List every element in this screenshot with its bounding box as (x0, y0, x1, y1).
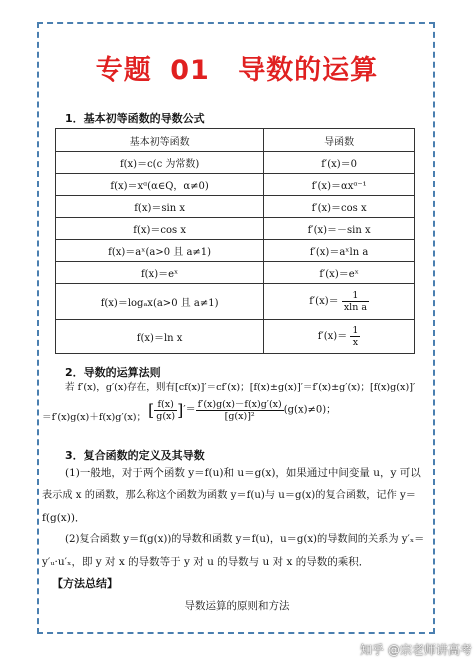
section3-p1-line3: f(g(x))． (42, 512, 86, 524)
derivative-prefix: f′(x)＝ (309, 296, 339, 307)
table-cell: f′(x)＝αxᵅ⁻¹ (264, 174, 415, 196)
fraction-numerator: 1 (342, 290, 369, 302)
title-main: 导数的运算 (238, 55, 379, 86)
table-header-cell: 基本初等函数 (56, 129, 264, 152)
condition-text: (g(x)≠0)； (283, 404, 337, 416)
table-cell: f(x)＝logₐx(a>0 且 a≠1) (56, 284, 264, 320)
table-cell: f′(x)＝－sin x (264, 218, 415, 240)
prime-equals: ′＝ (183, 404, 196, 416)
table-cell: f′(x)＝0 (264, 152, 415, 174)
table-row (56, 196, 415, 218)
fraction-numerator: f′(x)g(x)－f(x)g′(x) (197, 399, 282, 410)
derivative-prefix: f′(x)＝ (317, 331, 348, 342)
zhihu-watermark: 知乎 @宗老师讲高考 (360, 643, 472, 657)
table-row (56, 152, 415, 174)
table-cell: f(x)＝xᵅ(α∈Q，α≠0) (56, 174, 264, 196)
table-cell: f(x)＝aˣ(a>0 且 a≠1) (56, 240, 264, 262)
table-row (56, 262, 415, 284)
section3-heading: 3．复合函数的定义及其导数 (65, 449, 205, 462)
table-header-cell: 导函数 (264, 129, 415, 152)
table-cell (264, 320, 415, 354)
table-cell: f′(x)＝eˣ (264, 262, 415, 284)
fraction (350, 325, 360, 348)
table-row (56, 284, 415, 320)
fraction-denominator: [g(x)]² (224, 411, 255, 422)
section3-p1-line1: (1)一般地，对于两个函数 y＝f(u)和 u＝g(x)，如果通过中间变量 u，y 可以 (65, 467, 421, 479)
page-title (0, 48, 474, 87)
table-cell: f(x)＝eˣ (56, 262, 264, 284)
table-cell: f′(x)＝aˣln a (264, 240, 415, 262)
table-cell: f′(x)＝cos x (264, 196, 415, 218)
fraction-numerator: 1 (352, 325, 359, 336)
section2-heading: 2．导数的运算法则 (65, 366, 161, 379)
derivative-rules-line2a: ＝f′(x)g(x)＋f(x)g′(x)； (42, 412, 147, 423)
table-row (56, 218, 415, 240)
table-cell: f(x)＝ln x (56, 320, 264, 354)
title-prefix: 专题 (95, 55, 152, 86)
table-header-row (56, 129, 415, 152)
quotient-result-fraction (196, 399, 284, 422)
table-row (56, 174, 415, 196)
derivative-formula-table (55, 128, 415, 354)
fraction-numerator: f(x) (154, 399, 177, 411)
fraction-denominator: x (352, 337, 359, 348)
bracket-left: [ (148, 400, 155, 420)
method-summary-subtitle: 导数运算的原则和方法 (184, 600, 290, 612)
bracket-right: ] (177, 400, 184, 420)
fraction (342, 290, 369, 313)
section3-p2-line2: y′ᵤ·u′ₓ，即 y 对 x 的导数等于 y 对 u 的导数与 u 对 x 的导数的乘积． (42, 556, 370, 568)
table-row (56, 240, 415, 262)
table-cell: f(x)＝cos x (56, 218, 264, 240)
quotient-rule-formula (148, 399, 336, 422)
section3-p1-line2: 表示成 x 的函数，那么称这个函数为函数 y＝f(u)与 u＝g(x)的复合函数，记作 y＝ (42, 490, 416, 501)
fraction-denominator: xln a (343, 302, 368, 313)
fraction-denominator: g(x) (156, 411, 176, 422)
title-number: 01 (170, 55, 210, 86)
table-row (56, 320, 415, 354)
table-cell: f(x)＝c(c 为常数) (56, 152, 264, 174)
derivative-rules-line1: 若 f′(x)，g′(x)存在，则有[cf(x)]′＝cf′(x)；[f(x)±g(x)]′＝f′(x)±g′(x)；[f(x)g(x)]′ (65, 382, 416, 393)
table-cell (264, 284, 415, 320)
section3-p2-line1: (2)复合函数 y＝f(g(x))的导数和函数 y＝f(u)，u＝g(x)的导数间的关系为 y′ₓ＝ (65, 534, 425, 545)
section1-heading: 1．基本初等函数的导数公式 (65, 112, 205, 125)
table-cell: f(x)＝sin x (56, 196, 264, 218)
method-summary-label: 【方法总结】 (52, 577, 118, 590)
quotient-fraction (154, 399, 177, 422)
